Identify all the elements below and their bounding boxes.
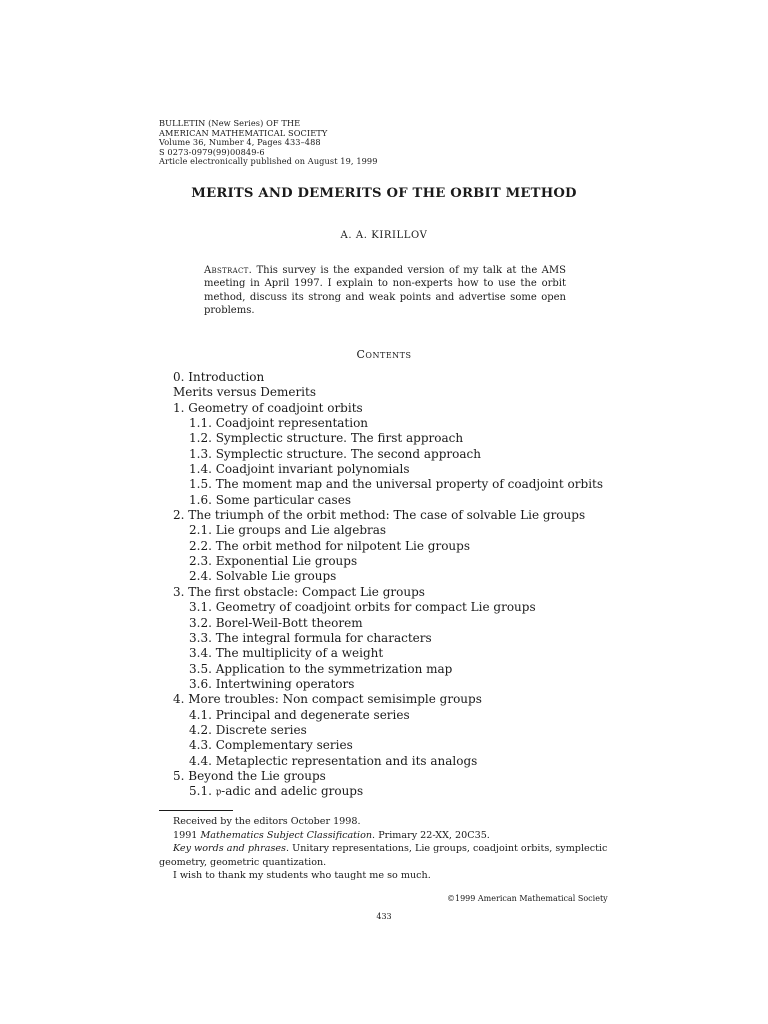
toc-entry: 2. The triumph of the orbit method: The case of solvable Lie groups — [173, 508, 586, 523]
table-of-contents — [173, 370, 603, 800]
toc-entry: 5.1. 𝔭-adic and adelic groups — [189, 784, 364, 799]
header-line: Volume 36, Number 4, Pages 433–488 — [159, 137, 321, 148]
msc-label: Mathematics Subject Classification. — [200, 829, 376, 841]
msc-value: Primary 22-XX, 20C35. — [378, 829, 490, 841]
toc-entry: 3.3. The integral formula for characters — [189, 630, 432, 645]
toc-entry: 2.1. Lie groups and Lie algebras — [189, 523, 387, 538]
toc-entry: 2.4. Solvable Lie groups — [189, 569, 337, 584]
header-line: AMERICAN MATHEMATICAL SOCIETY — [159, 127, 328, 138]
toc-entry: 1.2. Symplectic structure. The first approach — [189, 431, 464, 446]
footnotes — [159, 815, 609, 883]
footnote-rule — [159, 810, 233, 811]
toc-entry: 2.2. The orbit method for nilpotent Lie groups — [189, 538, 470, 553]
paper-author: A. A. KIRILLOV — [340, 230, 428, 241]
keywords-value: Unitary representations, Lie groups, coadjoint orbits, symplectic geometry, geometric quantization. — [159, 843, 608, 868]
keywords-label: Key words and phrases. — [173, 843, 290, 855]
toc-entry: Merits versus Demerits — [173, 385, 316, 400]
toc-entry: 3.1. Geometry of coadjoint orbits for compact Lie groups — [189, 600, 536, 615]
page-number: 433 — [376, 912, 392, 921]
toc-entry: 4.4. Metaplectic representation and its analogs — [189, 753, 478, 768]
header-line: Article electronically published on August 19, 1999 — [159, 156, 378, 167]
toc-entry: 3.5. Application to the symmetrization map — [189, 661, 453, 676]
toc-entry: 1.6. Some particular cases — [189, 492, 351, 507]
copyright-notice: ©1999 American Mathematical Society — [447, 894, 608, 903]
toc-entry: 3.2. Borel-Weil-Bott theorem — [189, 615, 363, 630]
contents-heading: Contents — [356, 348, 412, 361]
toc-entry: 2.3. Exponential Lie groups — [189, 554, 358, 569]
toc-entry: 4.1. Principal and degenerate series — [189, 707, 410, 722]
header-line: BULLETIN (New Series) OF THE — [159, 118, 301, 128]
received-note: Received by the editors October 1998. — [173, 816, 361, 827]
toc-entry: 4.3. Complementary series — [189, 738, 353, 753]
thanks-note: I wish to thank my students who taught me so much. — [173, 870, 431, 882]
header-line: S 0273-0979(99)00849-6 — [159, 146, 265, 157]
journal-header — [159, 119, 378, 167]
paper-title: MERITS AND DEMERITS OF THE ORBIT METHOD — [191, 186, 577, 201]
abstract-text: This survey is the expanded version of my talk at the AMS meeting in April 1997. I explain to non-experts how to use the orbit method, discuss its strong and weak points and advertise some open problems. — [204, 265, 566, 317]
toc-entry: 1.3. Symplectic structure. The second approach — [189, 446, 481, 461]
toc-entry: 3. The first obstacle: Compact Lie groups — [173, 584, 425, 599]
toc-entry: 1.5. The moment map and the universal property of coadjoint orbits — [189, 477, 604, 492]
abstract — [204, 264, 566, 318]
toc-entry: 1.4. Coadjoint invariant polynomials — [189, 462, 410, 477]
keywords-note — [159, 842, 609, 869]
toc-entry: 1.1. Coadjoint representation — [189, 416, 369, 431]
toc-entry: 5. Beyond the Lie groups — [173, 768, 326, 783]
toc-entry: 4.2. Discrete series — [189, 722, 307, 737]
toc-entry: 3.6. Intertwining operators — [189, 676, 355, 691]
toc-entry: 0. Introduction — [173, 370, 265, 384]
toc-entry: 1. Geometry of coadjoint orbits — [173, 400, 363, 415]
toc-entry: 4. More troubles: Non compact semisimple groups — [173, 692, 482, 707]
msc-year: 1991 — [173, 829, 198, 841]
msc-note — [159, 829, 609, 843]
toc-entry: 3.4. The multiplicity of a weight — [189, 646, 384, 661]
abstract-label: Abstract. — [204, 265, 253, 276]
